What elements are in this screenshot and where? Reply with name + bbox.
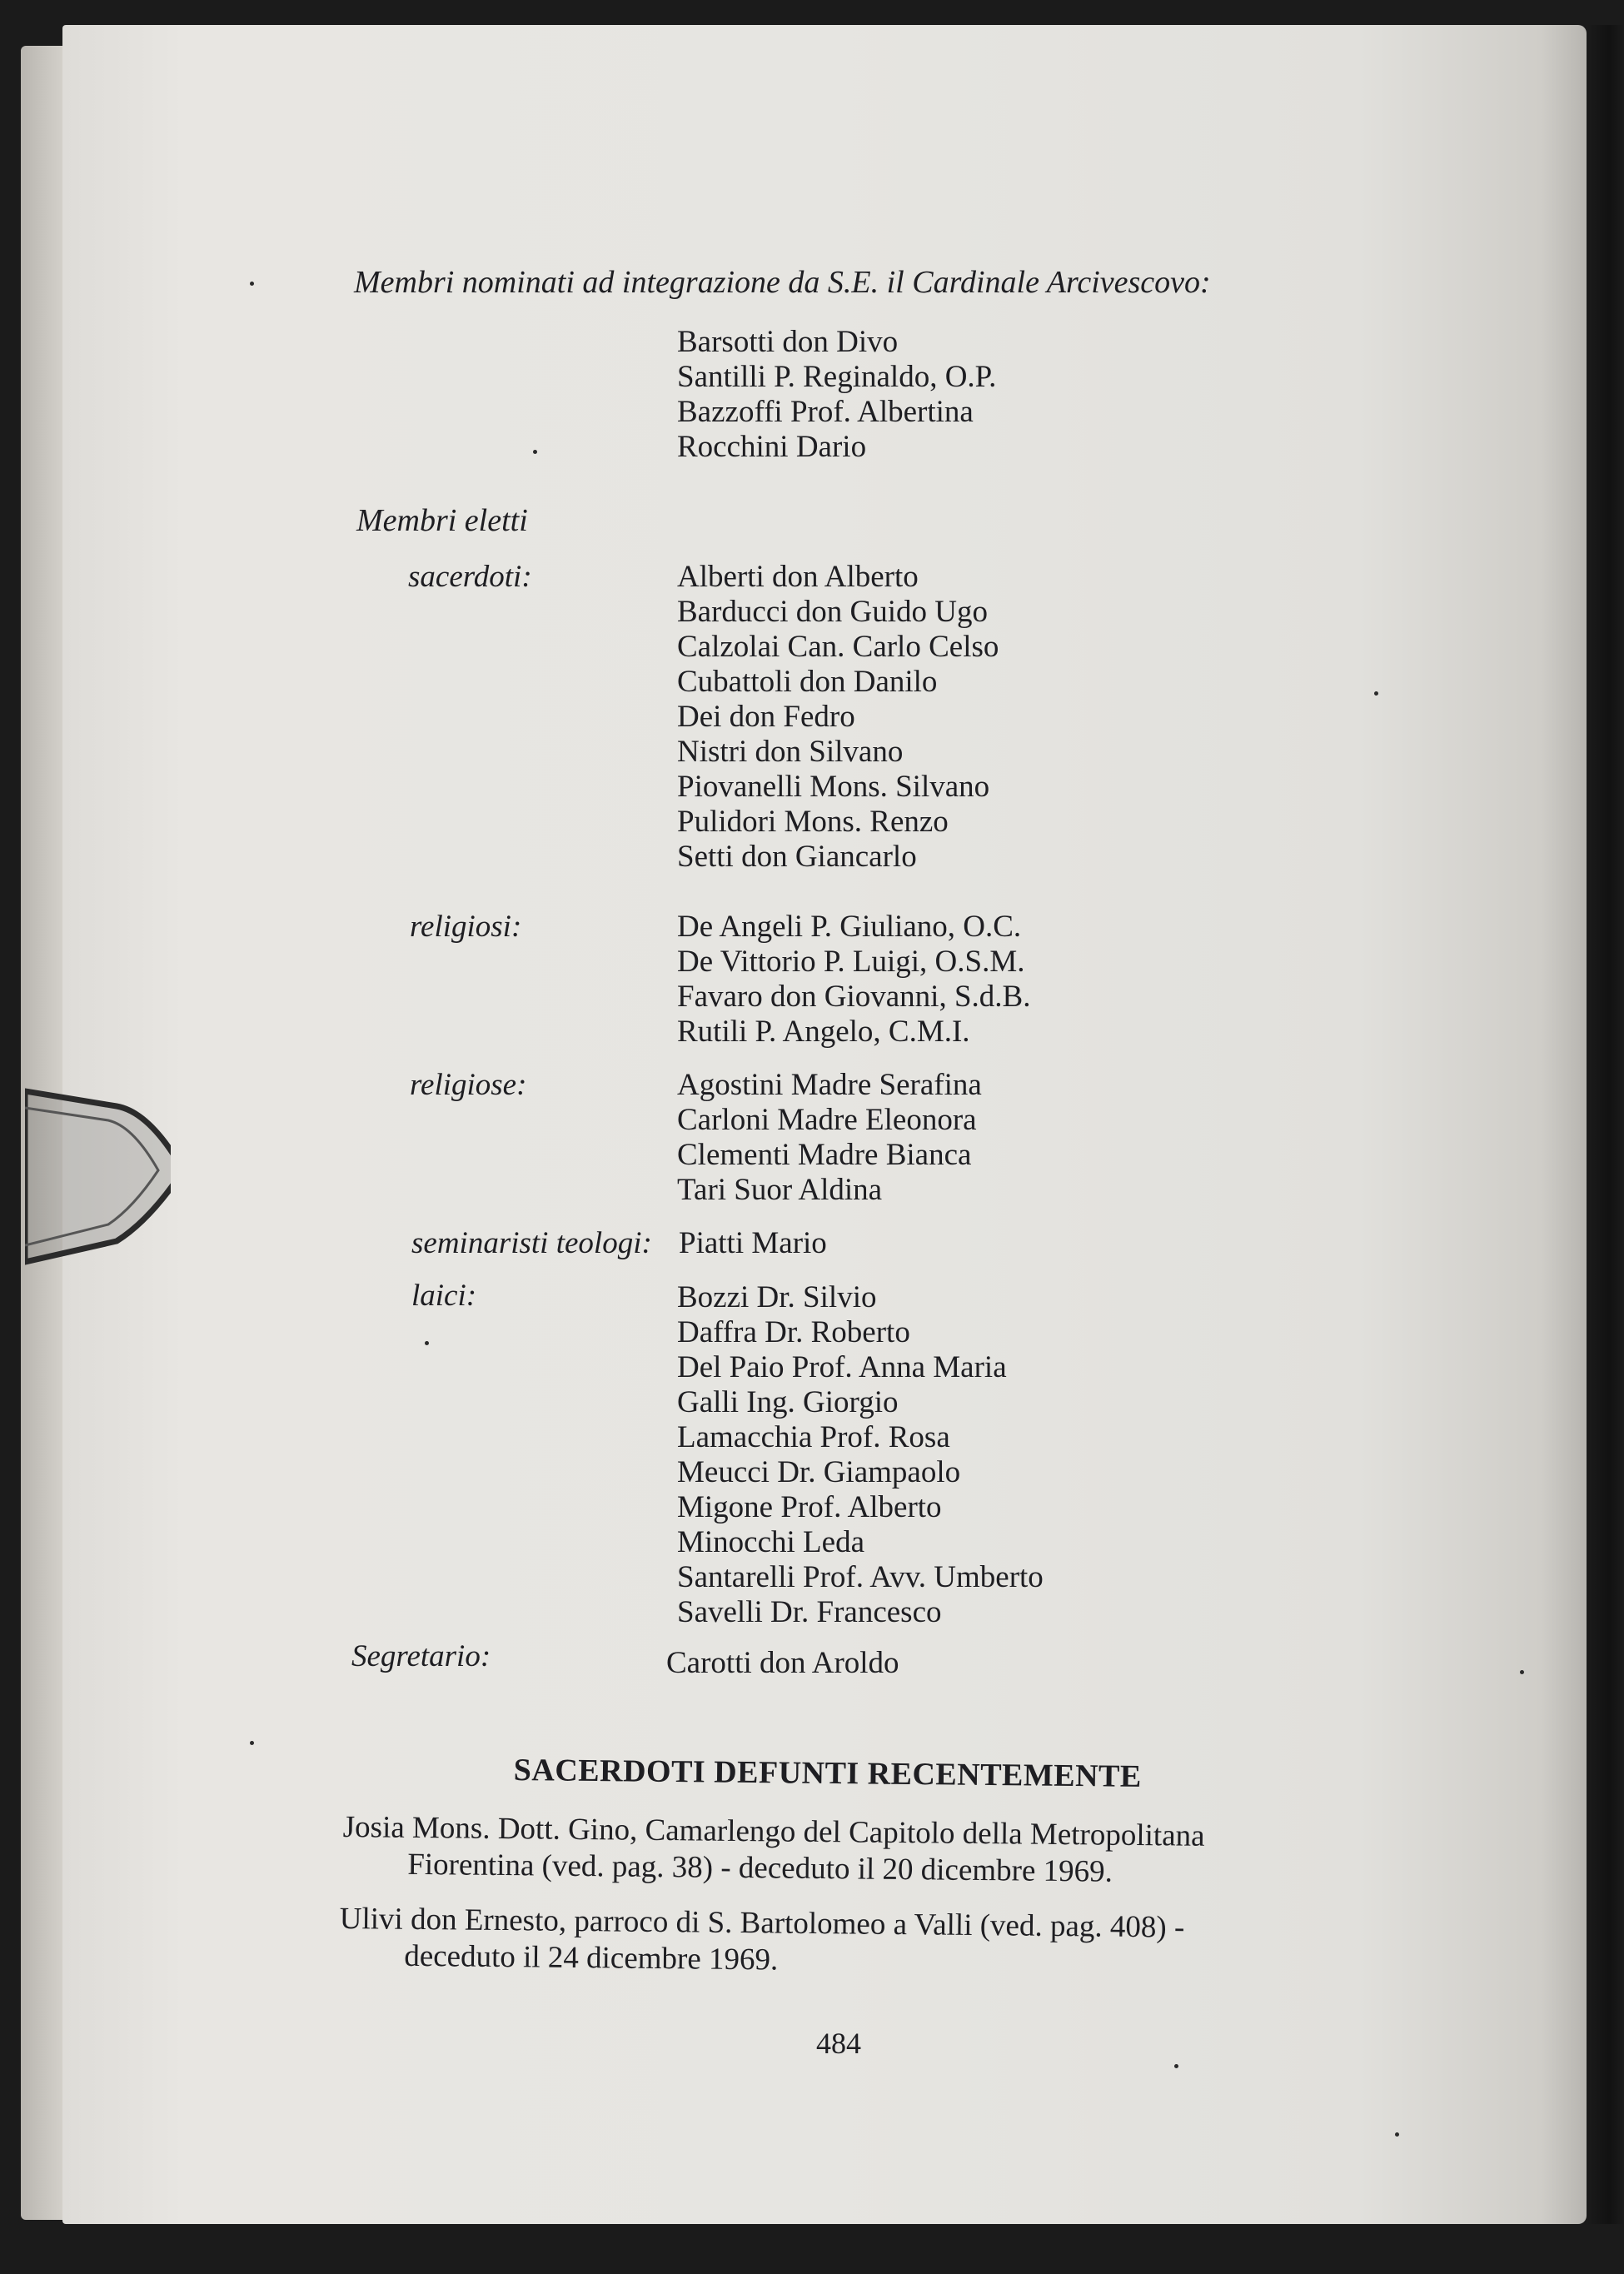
list-item: Carloni Madre Eleonora <box>677 1103 977 1137</box>
religiosi-label: religiosi: <box>410 910 522 944</box>
list-item: De Angeli P. Giuliano, O.C. <box>677 910 1022 944</box>
elected-heading: Membri eletti <box>356 503 528 538</box>
deceased-entry <box>342 1809 1205 1892</box>
list-item: Alberti don Alberto <box>677 560 919 594</box>
entry-line: deceduto il 24 dicembre 1969. <box>404 1938 779 1977</box>
nominated-list <box>677 325 996 465</box>
spine-shadow <box>1587 25 1624 2224</box>
speck <box>1374 691 1378 696</box>
entry-line: Ulivi don Ernesto, parroco di S. Bartolomeo a Valli (ved. pag. 408) - <box>339 1902 1185 1945</box>
list-item: De Vittorio P. Luigi, O.S.M. <box>677 945 1025 979</box>
speck <box>533 450 537 454</box>
list-item: Meucci Dr. Giampaolo <box>677 1455 961 1489</box>
list-item: Bazzoffi Prof. Albertina <box>677 395 974 429</box>
paper-clip <box>25 1075 171 1274</box>
list-item: Rutili P. Angelo, C.M.I. <box>677 1015 970 1049</box>
deceased-entry <box>339 1901 1184 1983</box>
laici-list <box>677 1280 1044 1630</box>
page-number: 484 <box>816 2027 861 2060</box>
list-item: Migone Prof. Alberto <box>677 1490 942 1524</box>
speck <box>1174 2064 1178 2068</box>
speck <box>1520 1670 1524 1674</box>
list-item: Favaro don Giovanni, S.d.B. <box>677 980 1031 1014</box>
list-item: Galli Ing. Giorgio <box>677 1385 899 1419</box>
list-item: Rocchini Dario <box>677 430 867 464</box>
list-item: Setti don Giancarlo <box>677 840 917 874</box>
list-item: Bozzi Dr. Silvio <box>677 1280 877 1314</box>
speck <box>250 1741 254 1745</box>
list-item: Nistri don Silvano <box>677 735 904 769</box>
religiosi-list <box>677 910 1030 1050</box>
sacerdoti-label: sacerdoti: <box>408 560 532 594</box>
deceased-heading: SACERDOTI DEFUNTI RECENTEMENTE <box>513 1753 1142 1794</box>
list-item: Dei don Fedro <box>677 700 855 734</box>
list-item: Barducci don Guido Ugo <box>677 595 989 629</box>
entry-line: Fiorentina (ved. pag. 38) - deceduto il 20 dicembre 1969. <box>407 1847 1113 1889</box>
list-item: Barsotti don Divo <box>677 325 899 359</box>
list-item: Daffra Dr. Roberto <box>677 1315 910 1349</box>
entry-line: Josia Mons. Dott. Gino, Camarlengo del Capitolo della Metropolitana <box>342 1810 1205 1853</box>
laici-label: laici: <box>411 1279 477 1313</box>
list-item: Piovanelli Mons. Silvano <box>677 770 990 804</box>
religiose-label: religiose: <box>410 1068 527 1102</box>
speck <box>1395 2132 1399 2137</box>
list-item: Lamacchia Prof. Rosa <box>677 1420 950 1454</box>
seminaristi-label: seminaristi teologi: <box>411 1226 652 1260</box>
list-item: Tari Suor Aldina <box>677 1173 883 1207</box>
speck <box>425 1341 429 1345</box>
segretario-member: Carotti don Aroldo <box>666 1646 899 1680</box>
sacerdoti-list <box>677 560 999 875</box>
list-item: Calzolai Can. Carlo Celso <box>677 630 999 664</box>
list-item: Agostini Madre Serafina <box>677 1068 982 1102</box>
list-item: Clementi Madre Bianca <box>677 1138 972 1172</box>
nominated-heading: Membri nominati ad integrazione da S.E. il Cardinale Arcivescovo: <box>354 265 1211 300</box>
speck <box>250 282 254 286</box>
list-item: Santilli P. Reginaldo, O.P. <box>677 360 997 394</box>
list-item: Savelli Dr. Francesco <box>677 1595 942 1629</box>
list-item: Del Paio Prof. Anna Maria <box>677 1350 1007 1384</box>
segretario-label: Segretario: <box>351 1639 491 1673</box>
list-item: Minocchi Leda <box>677 1525 864 1559</box>
religiose-list <box>677 1068 982 1208</box>
list-item: Santarelli Prof. Avv. Umberto <box>677 1560 1044 1594</box>
list-item: Cubattoli don Danilo <box>677 665 938 699</box>
seminaristi-member: Piatti Mario <box>679 1226 827 1260</box>
list-item: Pulidori Mons. Renzo <box>677 805 949 839</box>
